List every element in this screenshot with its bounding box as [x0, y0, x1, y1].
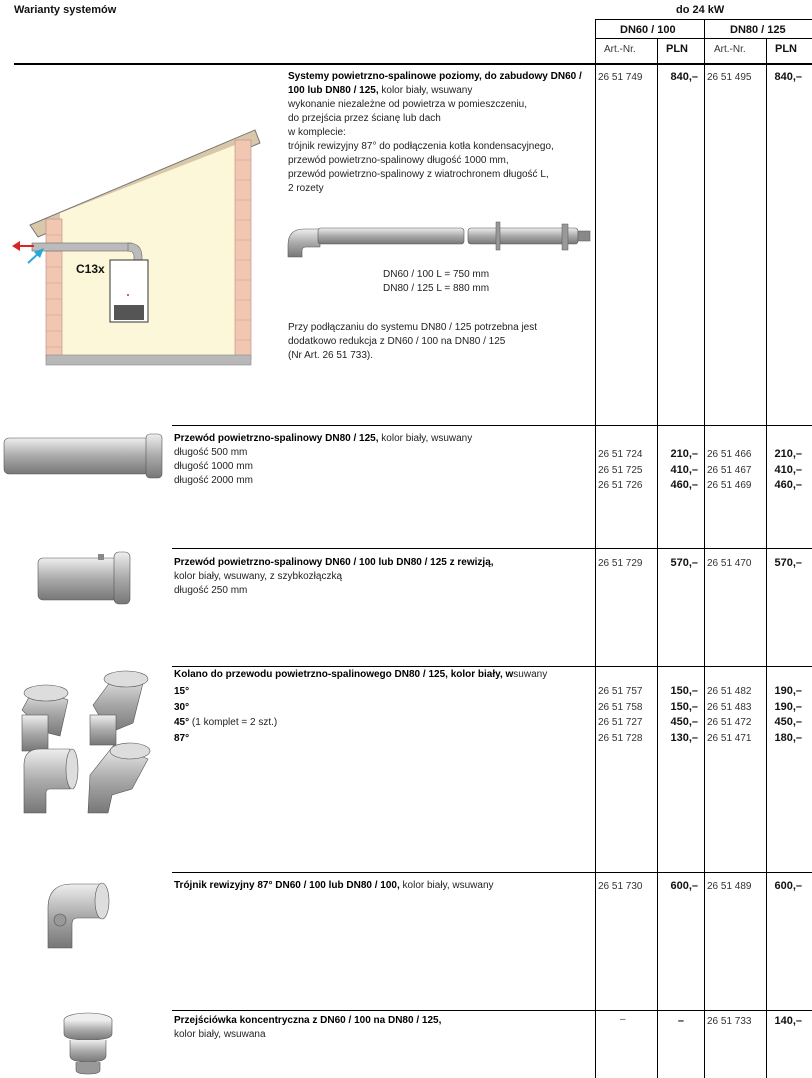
row2-art60-1: 26 51 724 [598, 449, 643, 460]
concentric-adapter-image [60, 1012, 120, 1076]
row5-pln60: 600,– [670, 880, 698, 892]
row6-description [174, 1014, 594, 1042]
row1-pln60: 840,– [670, 71, 698, 83]
row2-art80-1: 26 51 466 [707, 449, 752, 460]
row4-description [174, 668, 599, 682]
art-header-dn80: Art.-Nr. [714, 44, 746, 55]
row1-dim-2: DN80 / 125 L = 880 mm [383, 283, 490, 294]
inspection-tee-image [44, 880, 114, 950]
row1-line-8: 2 rozety [288, 183, 324, 194]
row1-line-1: kolor biały, wsuwany [381, 85, 473, 96]
row2-pln60 [670, 447, 698, 494]
row1-note-1: Przy podłączaniu do systemu DN80 / 125 potrzebna jest [288, 322, 538, 333]
row4-title: Kolano do przewodu powietrzno-spalinowego DN80 / 125, kolor biały, w [174, 669, 514, 680]
horizontal-flue-kit-image [284, 222, 594, 267]
col-group-dn60: DN60 / 100 [620, 24, 676, 36]
row1-note [288, 321, 588, 363]
row5-art60: 26 51 730 [598, 881, 643, 892]
row1-line-3: do przejścia przez ścianę lub dach [288, 113, 441, 124]
straight-pipe-image [2, 434, 167, 479]
row4-angle-3: 45° [174, 717, 190, 728]
pln-header-dn60: PLN [666, 43, 688, 55]
row1-note-2: dodatkowo redukcja z DN60 / 100 na DN80 / 125 [288, 336, 506, 347]
row4-pln80 [774, 684, 802, 746]
row1-art60: 26 51 749 [598, 72, 643, 83]
row3-title: Przewód powietrzno-spalinowy DN60 / 100 lub DN80 / 125 z rewizją, [174, 557, 494, 568]
row5-art80: 26 51 489 [707, 881, 752, 892]
row4-pln60 [670, 684, 698, 746]
row2-line-3: długość 2000 mm [174, 475, 253, 486]
row4-pln80-4: 180,– [774, 731, 802, 744]
row1-line-2: wykonanie niezależne od powietrza w pomieszczeniu, [288, 99, 528, 110]
row4-art80-2: 26 51 483 [707, 701, 752, 713]
col-group-dn80: DN80 / 125 [730, 24, 786, 36]
col-divider-4 [766, 38, 767, 1078]
row2-art60-2: 26 51 725 [598, 464, 643, 476]
row1-art80: 26 51 495 [707, 72, 752, 83]
row1-description [288, 70, 593, 196]
c13x-label: C13x [76, 262, 105, 276]
art-header-dn60: Art.-Nr. [604, 44, 636, 55]
row5-pln80: 600,– [774, 880, 802, 892]
row2-line-1: długość 500 mm [174, 447, 248, 458]
col-divider-2 [657, 38, 658, 1078]
row2-title: Przewód powietrzno-spalinowy DN80 / 125, [174, 433, 379, 444]
row-rule-1 [172, 425, 812, 426]
row2-pln80-1: 210,– [774, 448, 802, 460]
power-label: do 24 kW [676, 4, 725, 16]
row4-angle-2: 30° [174, 701, 190, 713]
row4-art80 [707, 684, 752, 746]
inspection-pipe-image [36, 552, 136, 607]
row-rule-5 [172, 1010, 812, 1011]
row2-pln60-1: 210,– [670, 448, 698, 460]
row1-dims [383, 268, 583, 296]
row1-line-5: trójnik rewizyjny 87° do podłączenia kotła kondensacyjnego, [288, 141, 554, 152]
row4-art80-3: 26 51 472 [707, 717, 752, 728]
row6-line-1: kolor biały, wsuwana [174, 1029, 266, 1040]
row1-line-4: w komplecie: [288, 127, 346, 138]
row1-pln80: 840,– [774, 71, 802, 83]
row3-line-1: kolor biały, wsuwany, z szybkozłączką [174, 571, 343, 582]
row1-line-7: przewód powietrzno-spalinowy z wiatrochronem długość L, [288, 169, 549, 180]
row3-line-2: długość 250 mm [174, 585, 248, 596]
row1-title: Systemy powietrzno-spalinowe poziomy, do zabudowy DN60 / 100 lub DN80 / 125, [288, 71, 582, 96]
row4-title-rest: suwany [513, 669, 548, 680]
row4-angle-4: 87° [174, 732, 190, 744]
row-rule-2 [172, 548, 812, 549]
row4-angle-1: 15° [174, 686, 190, 697]
row2-art80 [707, 447, 752, 494]
row5-title: Trójnik rewizyjny 87° DN60 / 100 lub DN80 / 100, [174, 880, 400, 891]
row2-art60 [598, 447, 643, 494]
row-rule-4 [172, 872, 812, 873]
row2-description [174, 432, 594, 488]
row6-art60: – [620, 1014, 626, 1025]
row6-pln80: 140,– [774, 1015, 802, 1027]
pln-header-dn80: PLN [775, 43, 797, 55]
row4-pln80-2: 190,– [774, 700, 802, 713]
header-bottom-rule [14, 63, 812, 65]
row2-art80-2: 26 51 467 [707, 464, 752, 476]
row2-pln60-2: 410,– [670, 463, 698, 476]
row4-pln60-4: 130,– [670, 731, 698, 744]
row2-pln80 [774, 447, 802, 494]
section-title: Warianty systemów [14, 4, 117, 16]
row2-art80-3: 26 51 469 [707, 480, 752, 491]
row5-title-rest: kolor biały, wsuwany [402, 880, 494, 891]
row4-pln60-3: 450,– [670, 716, 698, 728]
row4-pln60-1: 150,– [670, 685, 698, 697]
row3-description [174, 556, 594, 598]
row1-dim-1: DN60 / 100 L = 750 mm [383, 269, 490, 280]
row2-title-rest: kolor biały, wsuwany [381, 433, 473, 444]
row4-pln60-2: 150,– [670, 700, 698, 713]
row4-art60-3: 26 51 727 [598, 717, 643, 728]
row3-pln80: 570,– [774, 557, 802, 569]
elbows-image [18, 665, 168, 815]
row6-pln60: – [677, 1015, 684, 1027]
row2-art60-3: 26 51 726 [598, 480, 643, 491]
row4-pln80-1: 190,– [774, 685, 802, 697]
row1-note-3: (Nr Art. 26 51 733). [288, 350, 374, 361]
row4-art60-1: 26 51 757 [598, 686, 643, 697]
row4-art80-1: 26 51 482 [707, 686, 752, 697]
row6-art80: 26 51 733 [707, 1016, 752, 1027]
row4-art60-4: 26 51 728 [598, 732, 643, 744]
row3-art60: 26 51 729 [598, 558, 643, 569]
row-rule-3 [172, 666, 812, 667]
row3-pln60: 570,– [670, 557, 698, 569]
row2-pln80-3: 460,– [774, 479, 802, 491]
row3-art80: 26 51 470 [707, 558, 752, 569]
house-installation-diagram [10, 125, 270, 385]
row1-line-6: przewód powietrzno-spalinowy długość 1000 mm, [288, 155, 509, 166]
row4-angles [174, 684, 474, 746]
row2-pln80-2: 410,– [774, 463, 802, 476]
row4-art60 [598, 684, 643, 746]
row4-pln80-3: 450,– [774, 716, 802, 728]
row4-angle-note: (1 komplet = 2 szt.) [191, 717, 278, 728]
row2-line-2: długość 1000 mm [174, 461, 253, 472]
row2-pln60-3: 460,– [670, 479, 698, 491]
row5-description [174, 879, 594, 893]
row4-art80-4: 26 51 471 [707, 732, 752, 744]
row6-title: Przejściówka koncentryczna z DN60 / 100 na DN80 / 125, [174, 1015, 442, 1026]
row4-art60-2: 26 51 758 [598, 701, 643, 713]
